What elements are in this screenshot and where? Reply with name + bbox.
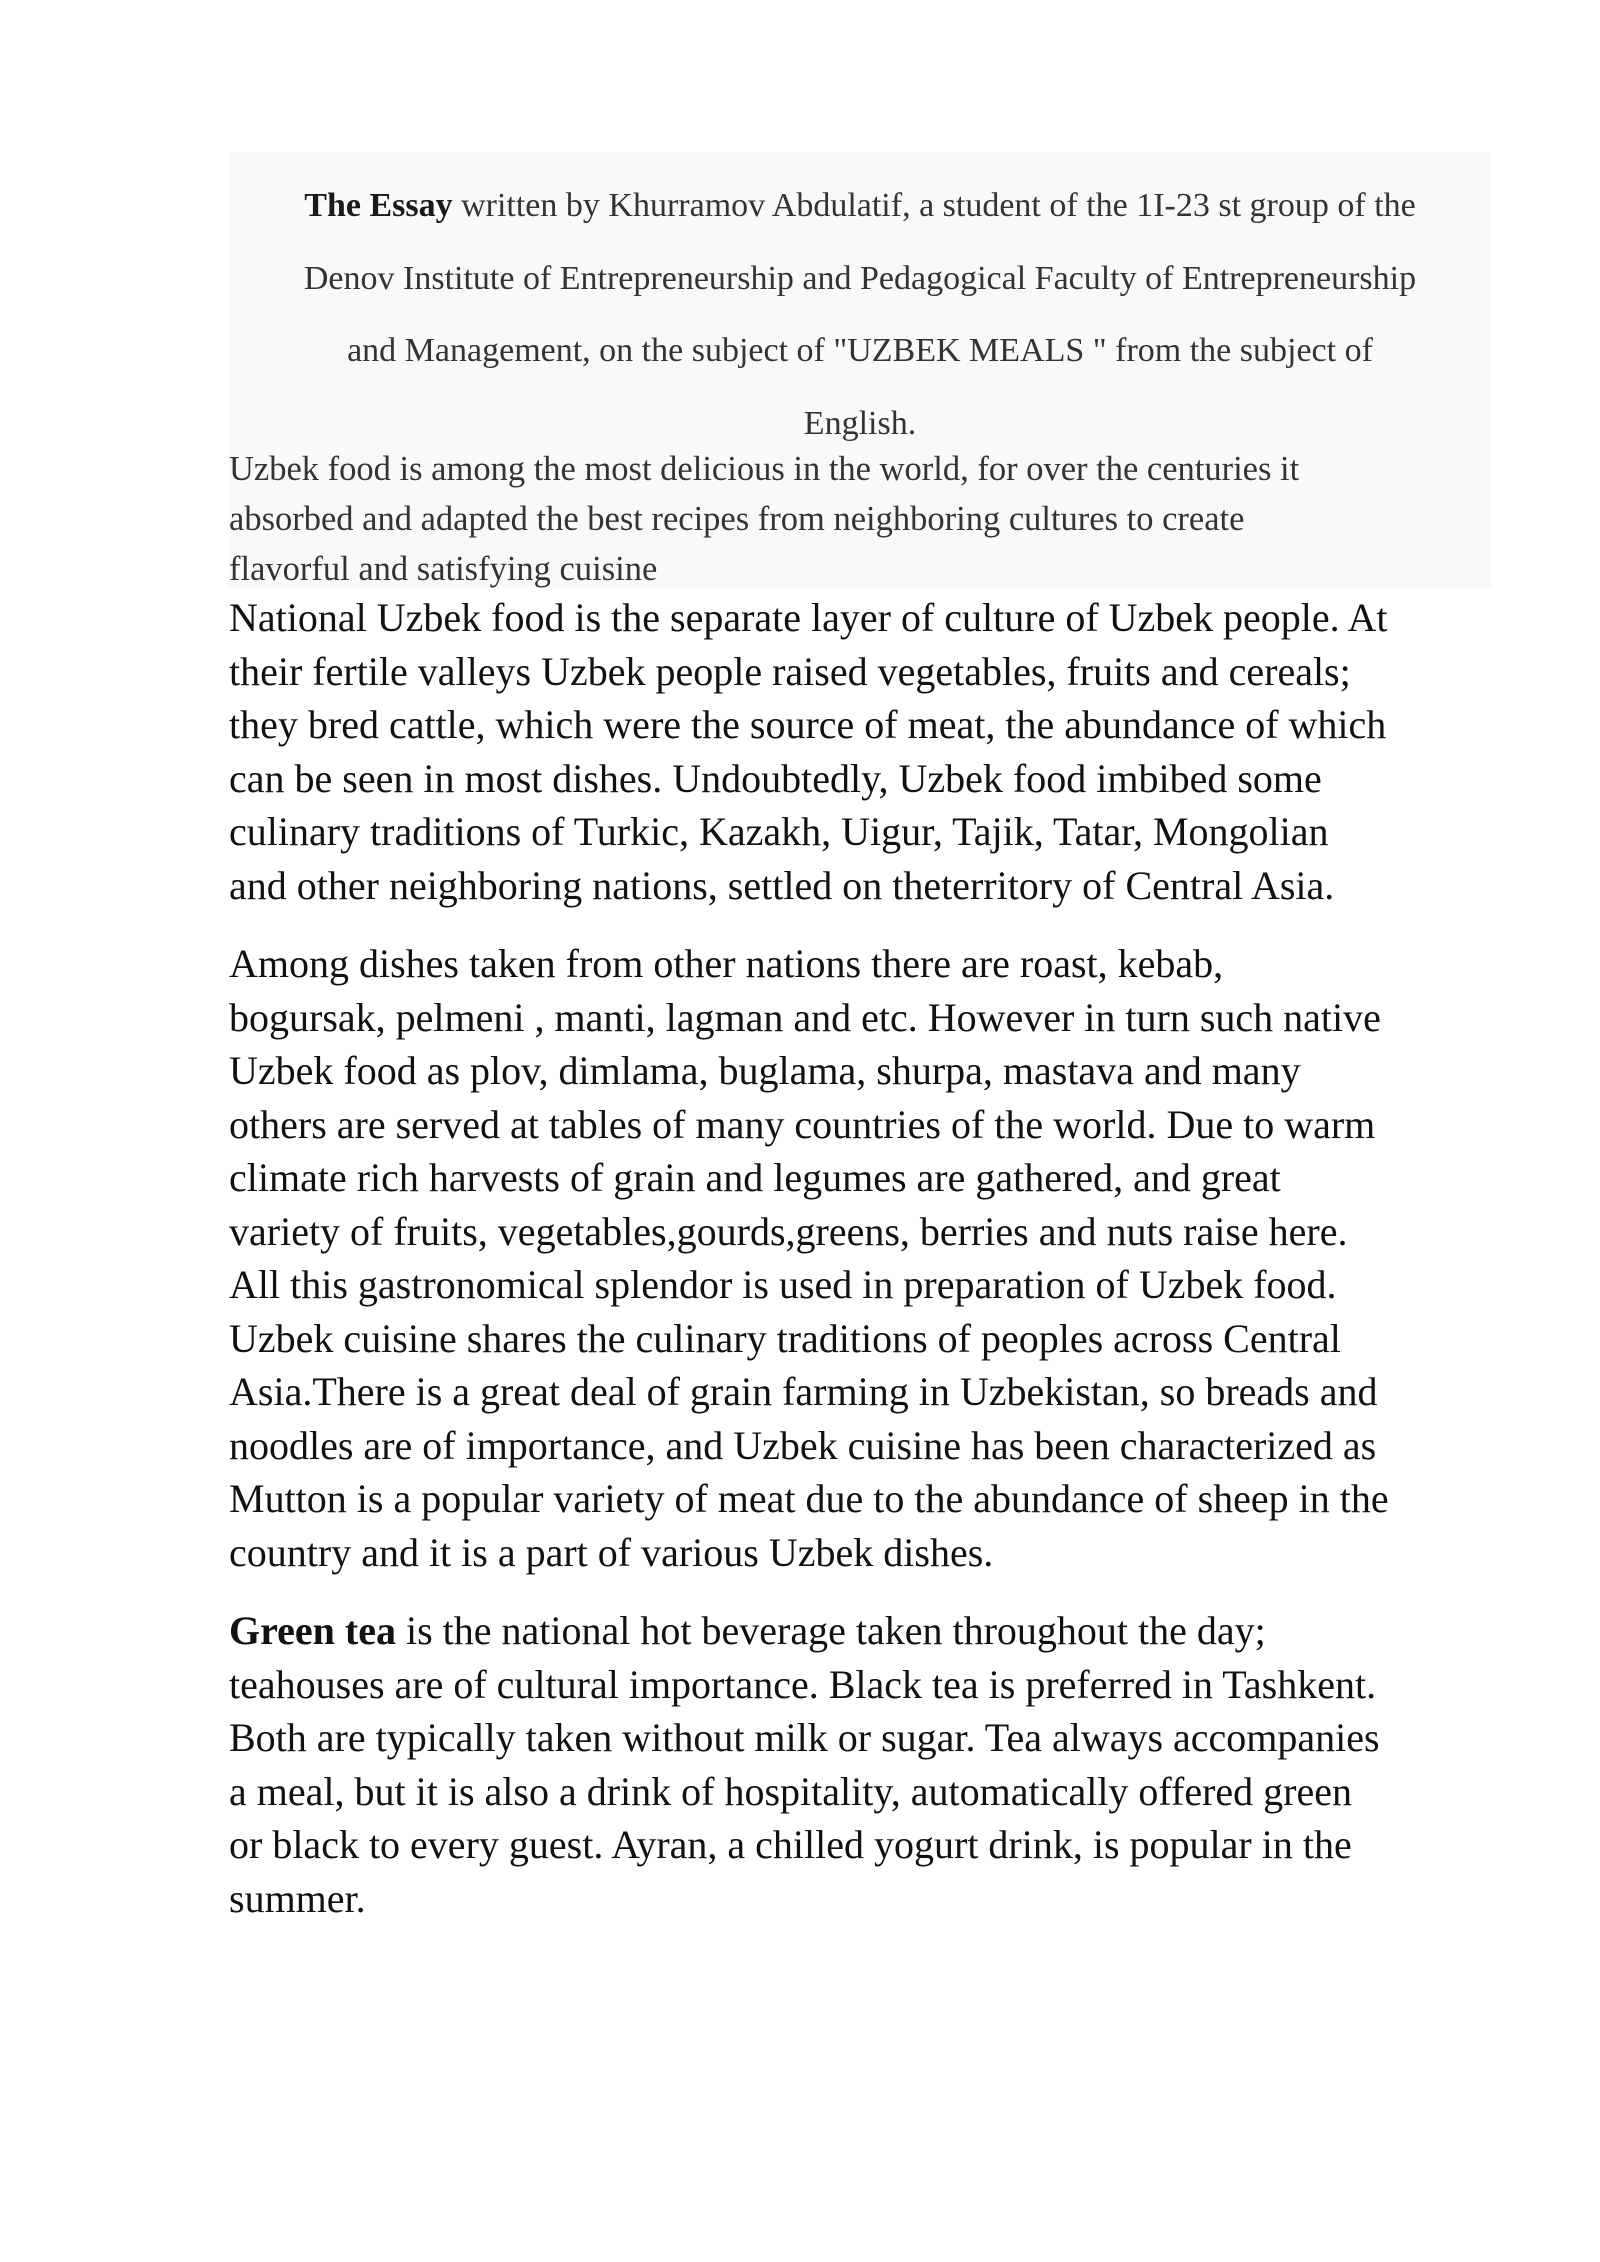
- green-tea-bold-lead: Green tea: [229, 1608, 396, 1653]
- body-paragraph-2: Among dishes taken from other nations there are roast, kebab, bogursak, pelmeni , manti, lagman and etc. However in turn such native Uzbek food as plov, dimlama, buglama, shurpa, mastava and many others are served at tables of many countries of the world. Due to warm climate rich harvests of grain and legumes are gathered, and great variety of fruits, vegetables,gourds,greens, berries and nuts raise here. All this gastronomical splendor is used in preparation of Uzbek food. Uzbek cuisine shares the culinary traditions of peoples across Central Asia.There is a great deal of grain farming in Uzbekistan, so breads and noodles are of importance, and Uzbek cuisine has been characterized as Mutton is a popular variety of meat due to the abundance of sheep in the country and it is a part of various Uzbek dishes.: [229, 941, 1389, 1575]
- essay-header-line2: Denov Institute of Entrepreneurship and Pedagogical Faculty of Entrepreneurship: [303, 259, 1417, 297]
- body-paragraph-3-text: is the national hot beverage taken throughout the day; teahouses are of cultural importance. Black tea is preferred in Tashkent. Both are typically taken without milk or sugar. Tea always accompanies a meal, but it is also a drink of hospitality, automatically offered green or black to every guest. Ayran, a chilled yogurt drink, is popular in the summer.: [229, 1608, 1380, 1921]
- essay-header-line4: English.: [803, 404, 917, 442]
- essay-header: [229, 170, 1491, 460]
- essay-header-line1: written by Khurramov Abdulatif, a student of the 1I-23 st group of the: [452, 187, 1416, 224]
- body-paragraph-3: [229, 1604, 1529, 1925]
- essay-header-line3: and Management, on the subject of "UZBEK MEALS " from the subject of: [347, 332, 1373, 369]
- intro-paragraph: Uzbek food is among the most delicious in the world, for over the centuries it absorbed and adapted the best recipes from neighboring cultures to create flavorful and satisfying cuisine: [229, 450, 1300, 588]
- essay-header-bold-lead: The Essay: [304, 187, 453, 224]
- body-paragraph-1: National Uzbek food is the separate layer of culture of Uzbek people. At their fertile valleys Uzbek people raised vegetables, fruits and cereals; they bred cattle, which were the source of meat, the abundance of which can be seen in most dishes. Undoubtedly, Uzbek food imbibed some culinary traditions of Turkic, Kazakh, Uigur, Tajik, Tatar, Mongolian and other neighboring nations, settled on theterritory of Central Asia.: [229, 595, 1388, 908]
